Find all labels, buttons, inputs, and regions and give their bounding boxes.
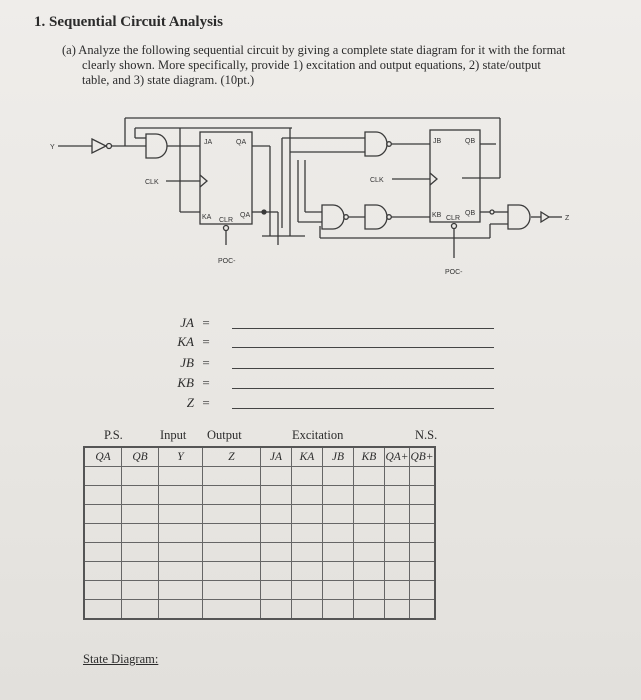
col-ja: JA	[261, 447, 292, 467]
table-cell[interactable]	[292, 543, 323, 562]
table-cell[interactable]	[292, 486, 323, 505]
ff-a-clock-icon	[200, 175, 207, 187]
table-cell[interactable]	[122, 581, 159, 600]
table-cell[interactable]	[122, 486, 159, 505]
table-cell[interactable]	[159, 543, 203, 562]
table-cell[interactable]	[292, 524, 323, 543]
table-cell[interactable]	[323, 581, 354, 600]
table-row	[84, 600, 435, 620]
and-gate-c-icon	[322, 205, 344, 229]
table-cell[interactable]	[203, 581, 261, 600]
ff-a-q-label: QA	[236, 139, 247, 146]
ff-b-k-label: KB	[432, 212, 442, 219]
col-jb: JB	[323, 447, 354, 467]
table-cell[interactable]	[261, 600, 292, 620]
table-cell[interactable]	[323, 524, 354, 543]
table-cell[interactable]	[203, 486, 261, 505]
table-cell[interactable]	[261, 486, 292, 505]
table-column-header-row	[84, 447, 435, 467]
table-cell[interactable]	[323, 467, 354, 486]
input-y-label: Y	[50, 144, 55, 151]
table-cell[interactable]	[261, 524, 292, 543]
table-cell[interactable]	[261, 505, 292, 524]
equation-ka: KA =	[177, 334, 210, 349]
sequential-circuit-diagram	[0, 0, 641, 300]
ff-a-qbar-label: QA	[240, 212, 251, 219]
table-cell[interactable]	[84, 562, 122, 581]
table-cell[interactable]	[292, 581, 323, 600]
table-cell[interactable]	[84, 581, 122, 600]
table-cell[interactable]	[203, 505, 261, 524]
answer-line-ka[interactable]	[232, 347, 494, 348]
table-cell[interactable]	[410, 600, 436, 620]
table-cell[interactable]	[354, 581, 385, 600]
table-cell[interactable]	[323, 600, 354, 620]
table-cell[interactable]	[203, 467, 261, 486]
ff-a-reset-label: POC-	[218, 258, 236, 265]
problem-line-1: (a) Analyze the following sequential circuit by giving a complete state diagram for it with the format	[62, 43, 566, 57]
header-next-state: N.S.	[415, 428, 438, 442]
ff-a-clk-label: CLK	[145, 179, 159, 186]
table-cell[interactable]	[354, 486, 385, 505]
inverter-gate-icon	[92, 139, 106, 153]
col-qa: QA	[84, 447, 122, 467]
table-cell[interactable]	[385, 581, 410, 600]
table-cell[interactable]	[292, 505, 323, 524]
table-cell[interactable]	[385, 467, 410, 486]
table-row	[84, 524, 435, 543]
answer-line-jb[interactable]	[232, 368, 494, 369]
table-cell[interactable]	[84, 543, 122, 562]
table-cell[interactable]	[203, 524, 261, 543]
table-cell[interactable]	[385, 543, 410, 562]
table-cell[interactable]	[84, 524, 122, 543]
table-cell[interactable]	[292, 467, 323, 486]
header-present-state: P.S.	[104, 428, 123, 442]
output-buffer-icon	[541, 212, 549, 222]
equation-kb: KB =	[177, 375, 210, 390]
table-cell[interactable]	[122, 543, 159, 562]
and-gate-b-icon	[365, 132, 387, 156]
table-cell[interactable]	[410, 467, 436, 486]
state-output-table	[83, 446, 436, 620]
ff-a-j-label: JA	[204, 139, 213, 146]
table-cell[interactable]	[410, 543, 436, 562]
table-cell[interactable]	[159, 600, 203, 620]
answer-line-z[interactable]	[232, 408, 494, 409]
table-cell[interactable]	[84, 600, 122, 620]
table-cell[interactable]	[385, 505, 410, 524]
table-row	[84, 486, 435, 505]
table-cell[interactable]	[410, 486, 436, 505]
table-cell[interactable]	[159, 581, 203, 600]
table-cell[interactable]	[122, 600, 159, 620]
table-cell[interactable]	[354, 505, 385, 524]
table-cell[interactable]	[159, 486, 203, 505]
problem-line-3: table, and 3) state diagram. (10pt.)	[82, 73, 255, 87]
ff-b-j-label: JB	[433, 138, 442, 145]
state-diagram-label: State Diagram:	[83, 652, 159, 666]
table-row	[84, 467, 435, 486]
table-cell[interactable]	[261, 467, 292, 486]
col-qb-next: QB+	[410, 447, 436, 467]
table-cell[interactable]	[323, 543, 354, 562]
table-cell[interactable]	[84, 467, 122, 486]
output-and-gate-icon	[508, 205, 530, 229]
ff-b-qbar-label: QB	[465, 210, 476, 217]
table-row	[84, 581, 435, 600]
equation-ja: JA =	[180, 315, 210, 330]
ff-b-reset-label: POC-	[445, 269, 463, 276]
equation-jb: JB =	[180, 355, 210, 370]
table-cell[interactable]	[410, 505, 436, 524]
ff-b-clock-icon	[430, 173, 437, 185]
table-cell[interactable]	[354, 467, 385, 486]
table-cell[interactable]	[385, 486, 410, 505]
problem-line-2: clearly shown. More specifically, provide 1) excitation and output equations, 2) state/output	[82, 58, 541, 72]
table-cell[interactable]	[385, 600, 410, 620]
table-cell[interactable]	[159, 467, 203, 486]
table-cell[interactable]	[410, 581, 436, 600]
table-row	[84, 505, 435, 524]
ff-b-clk-label: CLK	[370, 177, 384, 184]
table-cell[interactable]	[354, 562, 385, 581]
table-cell[interactable]	[410, 524, 436, 543]
table-cell[interactable]	[122, 524, 159, 543]
section-title: 1. Sequential Circuit Analysis	[34, 14, 223, 30]
col-z: Z	[203, 447, 261, 467]
table-cell[interactable]	[203, 543, 261, 562]
header-excitation: Excitation	[292, 428, 344, 442]
table-cell[interactable]	[261, 562, 292, 581]
table-cell[interactable]	[410, 562, 436, 581]
table-cell[interactable]	[122, 505, 159, 524]
table-cell[interactable]	[261, 543, 292, 562]
table-cell[interactable]	[84, 505, 122, 524]
table-cell[interactable]	[203, 562, 261, 581]
and-gate-a-icon	[146, 134, 167, 158]
table-cell[interactable]	[323, 505, 354, 524]
table-cell[interactable]	[122, 562, 159, 581]
col-qb: QB	[122, 447, 159, 467]
table-row	[84, 543, 435, 562]
header-output: Output	[207, 428, 242, 442]
table-cell[interactable]	[261, 581, 292, 600]
table-cell[interactable]	[354, 524, 385, 543]
output-z-label: Z	[565, 215, 570, 222]
header-input: Input	[160, 428, 187, 442]
ff-b-q-label: QB	[465, 138, 476, 145]
and-gate-d-icon	[365, 205, 387, 229]
col-qa-next: QA+	[385, 447, 410, 467]
equation-z: Z =	[186, 395, 210, 410]
col-y: Y	[159, 447, 203, 467]
table-cell[interactable]	[122, 467, 159, 486]
col-kb: KB	[354, 447, 385, 467]
table-cell[interactable]	[354, 543, 385, 562]
ff-a-k-label: KA	[202, 214, 212, 221]
table-cell[interactable]	[323, 562, 354, 581]
table-cell[interactable]	[323, 486, 354, 505]
table-cell[interactable]	[292, 600, 323, 620]
ff-a-clr-label: CLR	[219, 217, 234, 224]
answer-line-ja[interactable]	[232, 328, 494, 329]
table-cell[interactable]	[159, 524, 203, 543]
table-cell[interactable]	[354, 600, 385, 620]
col-ka: KA	[292, 447, 323, 467]
table-row	[84, 562, 435, 581]
table-cell[interactable]	[84, 486, 122, 505]
answer-line-kb[interactable]	[232, 388, 494, 389]
table-cell[interactable]	[159, 562, 203, 581]
table-cell[interactable]	[203, 600, 261, 620]
table-cell[interactable]	[385, 562, 410, 581]
table-cell[interactable]	[159, 505, 203, 524]
ff-b-clr-label: CLR	[446, 215, 461, 222]
table-cell[interactable]	[385, 524, 410, 543]
table-cell[interactable]	[292, 562, 323, 581]
